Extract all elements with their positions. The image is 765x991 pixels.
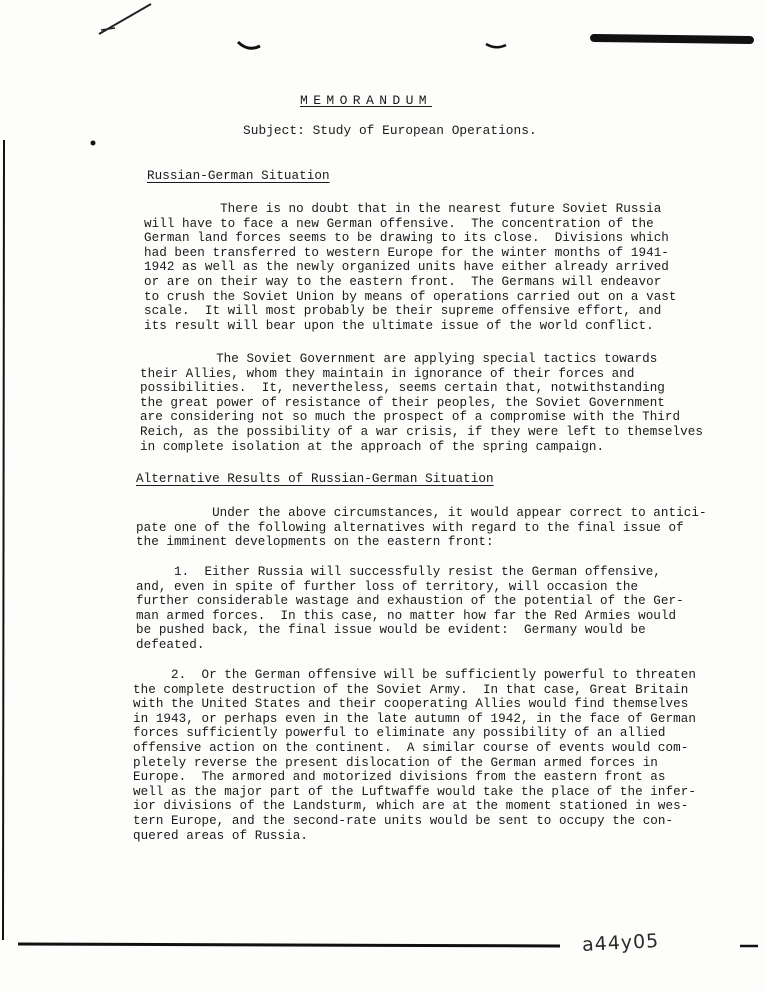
paragraph-alternative-1: 1. Either Russia will successfully resist the German offensive, and, even in spite of further loss of territory, will occasion the further considerable wastage and exhaustion of the potential of the Ger- man armed forces. In this case, no matter how far the Red Armies would be pushed back, the final issue would be evident: Germany would be defeated. <box>136 565 684 652</box>
paragraph-soviet-tactics: The Soviet Government are applying special tactics towards their Allies, whom they maintain in ignorance of their forces and possibilities. It, nevertheless, seems certain that, notwithstanding the great power of resistance of their peoples, the Soviet Government are considering not so much the prospect of a compromise with the Third Reich, as the possibility of a war crisis, if they were left to themselves in complete isolation at the approach of the spring campaign. <box>140 352 703 454</box>
section-heading-russian-german-situation: Russian-German Situation <box>147 169 330 183</box>
corner-scratch-mark <box>95 0 155 40</box>
binding-mark-right <box>484 40 510 54</box>
memo-title: MEMORANDUM <box>300 93 433 108</box>
memo-subject: Subject: Study of European Operations. <box>243 123 537 138</box>
handwritten-reference-note: a44y05 <box>581 929 660 957</box>
binding-mark-left <box>236 38 264 54</box>
section-heading-alternative-results: Alternative Results of Russian-German Situation <box>136 472 494 486</box>
bottom-right-mark <box>738 940 762 954</box>
left-dot-mark <box>88 138 98 148</box>
top-right-smudge <box>590 30 760 50</box>
bottom-edge-line <box>0 938 580 952</box>
paragraph-circumstances: Under the above circumstances, it would appear correct to antici- pate one of the following alternatives with regard to the final issue of the imminent developments on the eastern front: <box>136 506 707 550</box>
paragraph-german-offensive: There is no doubt that in the nearest future Soviet Russia will have to face a new German offensive. The concentration of the German land forces seems to be drawing to its close. Divisions which had been transferred to western Europe for the winter months of 1941- 1942 as well as the newly organized units have either already arrived or are on their way to the eastern front. The Germans will endeavor to crush the Soviet Union by means of operations carried out on a vast scale. It will most probably be their supreme offensive effort, and its result will bear upon the ultimate issue of the world conflict. <box>144 202 677 333</box>
paragraph-alternative-2: 2. Or the German offensive will be sufficiently powerful to threaten the complete destruction of the Soviet Army. In that case, Great Britain with the United States and their cooperating Allies would find themselves in 1943, or perhaps even in the late autumn of 1942, in the face of German forces sufficiently powerful to eliminate any possibility of an allied offensive action on the continent. A similar course of events would com- pletely reverse the present dislocation of the German armed forces in Europe. The armored and motorized divisions from the eastern front as well as the major part of the Luftwaffe would take the place of the infer- ior divisions of the Landsturm, which are at the moment stationed in wes- tern Europe, and the second-rate units would be sent to occupy the con- quered areas of Russia. <box>133 668 696 843</box>
left-edge-line <box>0 140 10 960</box>
